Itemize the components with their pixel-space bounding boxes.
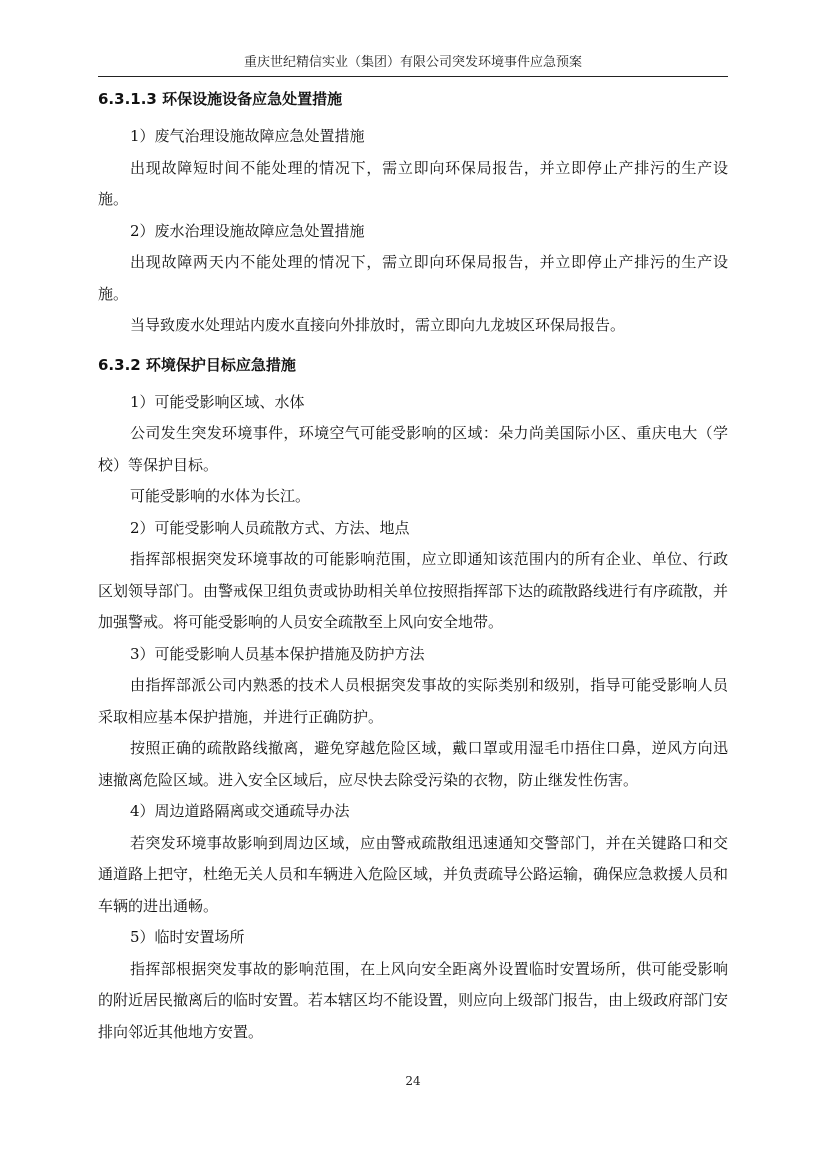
paragraph: 可能受影响的水体为长江。 (130, 487, 311, 505)
paragraph: 2）可能受影响人员疏散方式、方法、地点 (130, 518, 410, 537)
paragraph: 指挥部根据突发事故的影响范围，在上风向安全距离外设置临时安置场所，供可能受影响的附近居民撤离后的临时安置。若本辖区均不能设置，则应向上级部门报告，由上级政府部门安排向邻近其他地方安置。 (98, 959, 729, 1041)
paragraph: 按照正确的疏散路线撤离，避免穿越危险区域，戴口罩或用湿毛巾捂住口鼻，逆风方向迅速撤离危险区域。进入安全区域后，应尽快去除受污染的衣物，防止继发性伤害。 (98, 739, 728, 789)
document-body (98, 78, 728, 1048)
paragraph: 由指挥部派公司内熟悉的技术人员根据突发事故的实际类别和级别，指导可能受影响人员采取相应基本保护措施，并进行正确防护。 (98, 676, 728, 726)
paragraph: 2）废水治理设施故障应急处置措施 (130, 221, 365, 240)
section-heading-6-3-1-3: 6.3.1.3 环保设施设备应急处置措施 (98, 90, 343, 108)
page-header: 重庆世纪精信实业（集团）有限公司突发环境事件应急预案 (98, 52, 728, 77)
paragraph: 5）临时安置场所 (130, 928, 245, 946)
paragraph: 若突发环境事故影响到周边区域，应由警戒疏散组迅速通知交警部门，并在关键路口和交通道路上把守，杜绝无关人员和车辆进入危险区域，并负责疏导公路运输，确保应急救援人员和车辆的进出通畅。 (98, 833, 729, 915)
paragraph: 1）可能受影响区域、水体 (130, 392, 305, 411)
paragraph: 公司发生突发环境事件，环境空气可能受影响的区域：朵力尚美国际小区、重庆电大（学校）等保护目标。 (98, 424, 728, 474)
section-heading-6-3-2: 6.3.2 环境保护目标应急措施 (98, 355, 296, 374)
paragraph: 当导致废水处理站内废水直接向外排放时，需立即向九龙坡区环保局报告。 (130, 316, 626, 334)
paragraph: 出现故障两天内不能处理的情况下，需立即向环保局报告，并立即停止产排污的生产设施。 (98, 253, 728, 303)
paragraph: 指挥部根据突发环境事故的可能影响范围，应立即通知该范围内的所有企业、单位、行政区划领导部门。由警戒保卫组负责或协助相关单位按照指挥部下达的疏散路线进行有序疏散，并加强警戒。将可能受影响的人员安全疏散至上风向安全地带。 (98, 550, 729, 631)
paragraph: 3）可能受影响人员基本保护措施及防护方法 (130, 644, 425, 663)
paragraph: 4）周边道路隔离或交通疏导办法 (130, 802, 350, 820)
paragraph: 出现故障短时间不能处理的情况下，需立即向环保局报告，并立即停止产排污的生产设施。 (98, 158, 728, 208)
page-number: 24 (405, 1074, 421, 1088)
paragraph: 1）废气治理设施故障应急处置措施 (130, 127, 365, 145)
